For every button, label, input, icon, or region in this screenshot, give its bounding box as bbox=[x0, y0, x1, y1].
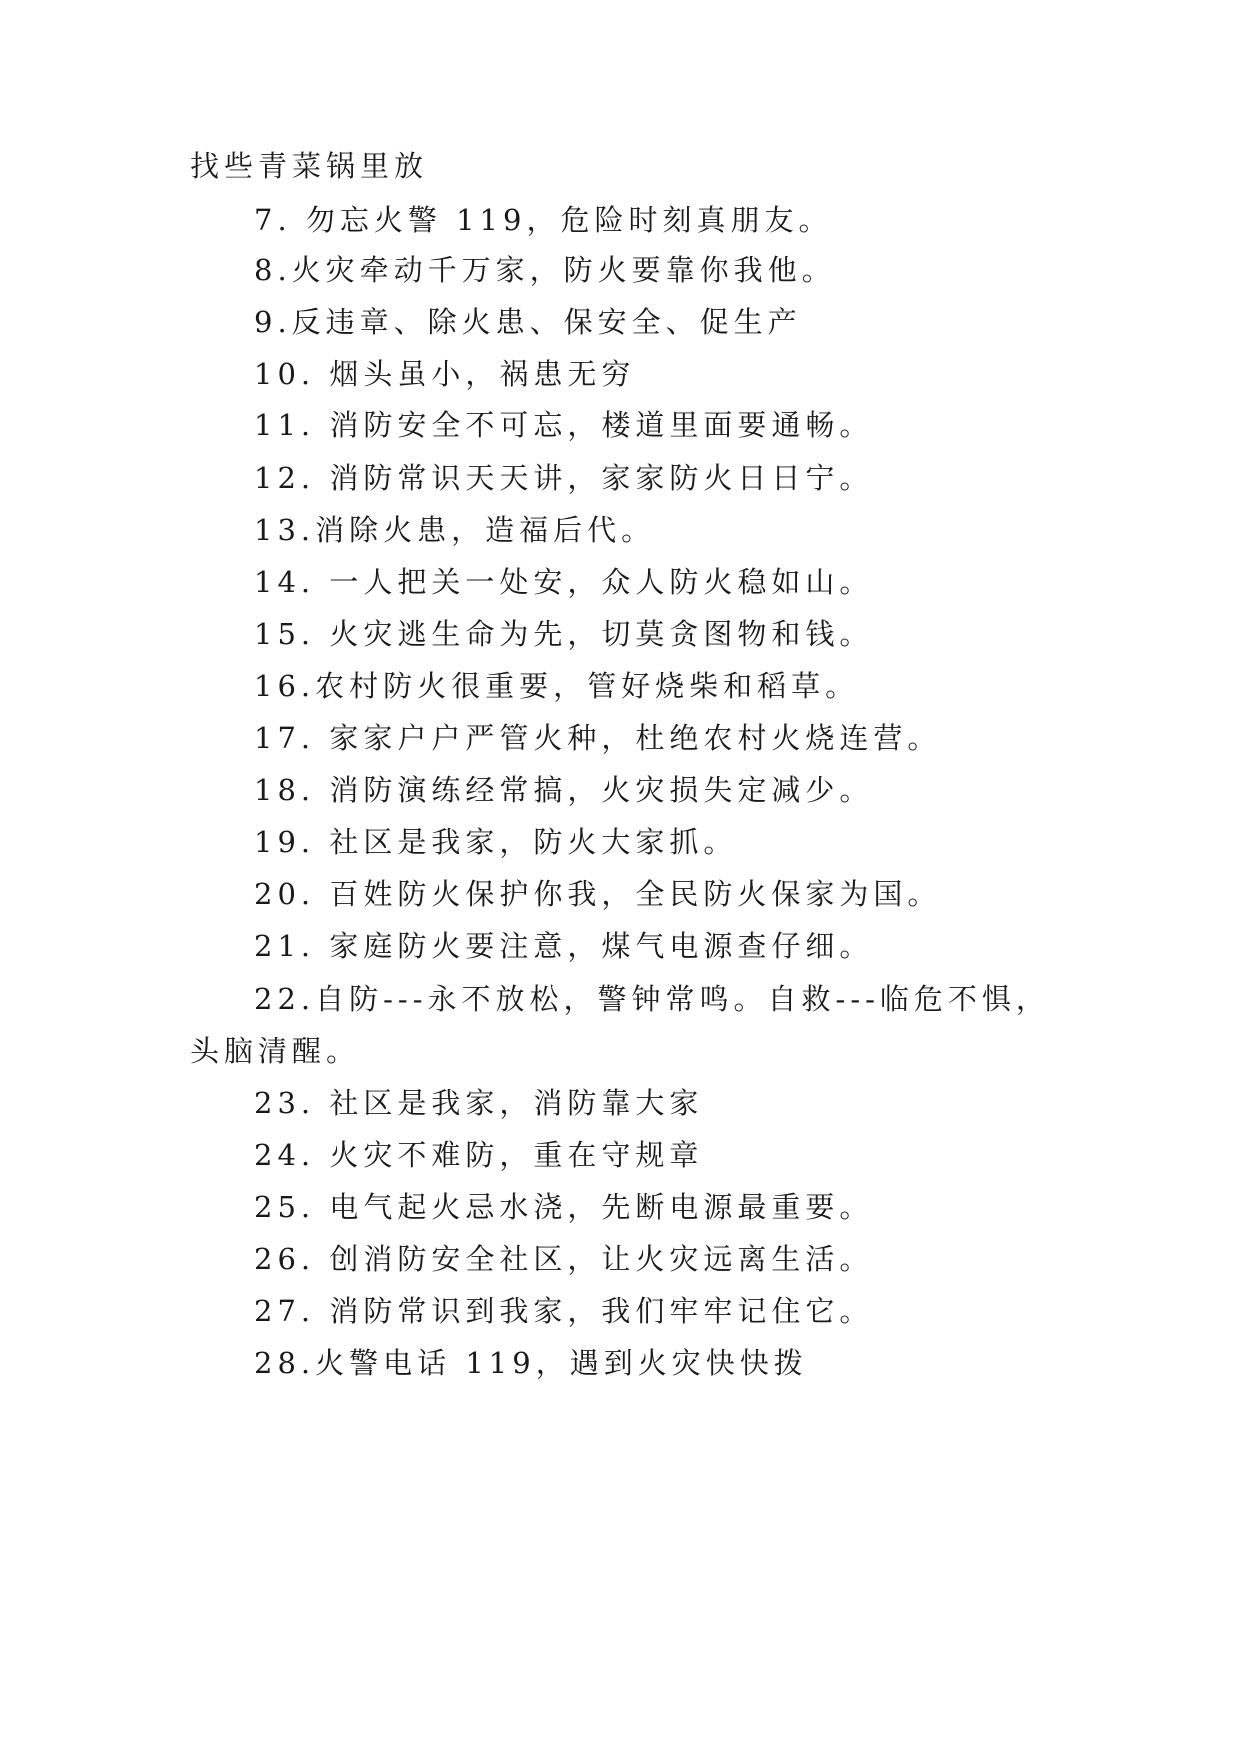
text-line: 17. 家家户户严管火种，杜绝农村火烧连营。 bbox=[254, 721, 942, 755]
text-line: 27. 消防常识到我家，我们牢牢记住它。 bbox=[254, 1294, 874, 1328]
text-line: 15. 火灾逃生命为先，切莫贪图物和钱。 bbox=[254, 617, 874, 651]
text-line: 18. 消防演练经常搞，火灾损失定减少。 bbox=[254, 773, 874, 807]
text-line: 24. 火灾不难防，重在守规章 bbox=[254, 1138, 704, 1172]
text-line: 9.反违章、除火患、保安全、促生产 bbox=[254, 305, 802, 339]
text-line: 10. 烟头虽小，祸患无穷 bbox=[254, 357, 636, 391]
text-line: 19. 社区是我家，防火大家抓。 bbox=[254, 825, 738, 859]
text-line: 22.自防---永不放松，警钟常鸣。自救---临危不惧， bbox=[254, 982, 1050, 1016]
text-line: 25. 电气起火忌水浇，先断电源最重要。 bbox=[254, 1190, 874, 1224]
text-line: 7. 勿忘火警 119，危险时刻真朋友。 bbox=[254, 203, 833, 237]
text-line: 20. 百姓防火保护你我，全民防火保家为国。 bbox=[254, 877, 942, 911]
text-line: 21. 家庭防火要注意，煤气电源查仔细。 bbox=[254, 929, 874, 963]
text-line: 找些青菜锅里放 bbox=[190, 149, 429, 183]
text-line: 23. 社区是我家，消防靠大家 bbox=[254, 1086, 704, 1120]
text-line: 28.火警电话 119，遇到火灾快快拨 bbox=[254, 1346, 808, 1380]
text-line: 13.消除火患，造福后代。 bbox=[254, 513, 656, 547]
text-line: 26. 创消防安全社区，让火灾远离生活。 bbox=[254, 1242, 874, 1276]
text-line: 16.农村防火很重要，管好烧柴和稻草。 bbox=[254, 669, 860, 703]
text-line: 8.火灾牵动千万家，防火要靠你我他。 bbox=[254, 253, 836, 287]
text-line: 14. 一人把关一处安，众人防火稳如山。 bbox=[254, 565, 874, 599]
text-line: 头脑清醒。 bbox=[190, 1034, 361, 1068]
text-line: 12. 消防常识天天讲，家家防火日日宁。 bbox=[254, 461, 874, 495]
text-line: 11. 消防安全不可忘，楼道里面要通畅。 bbox=[254, 408, 874, 442]
